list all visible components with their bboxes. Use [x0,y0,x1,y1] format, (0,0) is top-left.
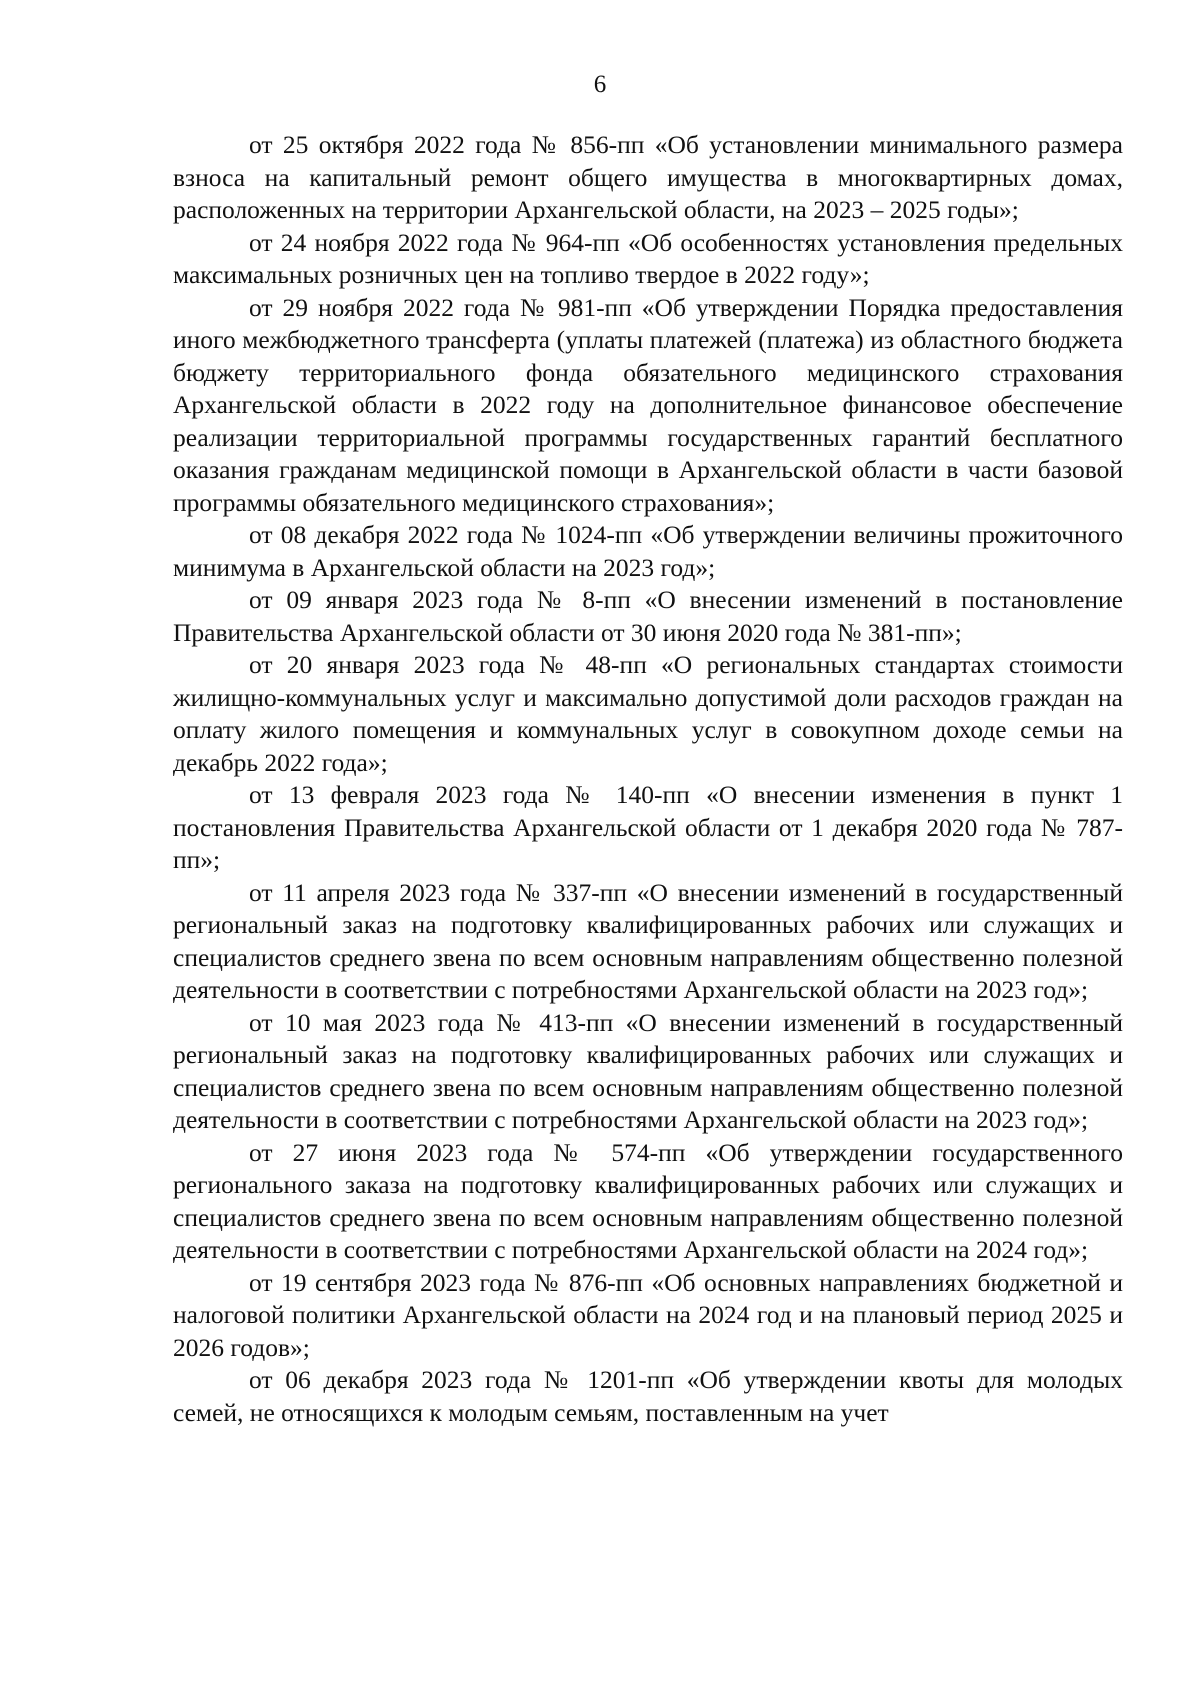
list-item: от 25 октября 2022 года № 856-пп «Об установлении минимального размера взноса на капитальный ремонт общего имущества в многоквартирных домах, расположенных на территории Архангельской области, на 2023 – 2025 годы»; [173,130,1123,224]
list-item: от 24 ноября 2022 года № 964-пп «Об особенностях установления предельных максимальных розничных цен на топливо твердое в 2022 году»; [173,227,1123,289]
list-item: от 27 июня 2023 года № 574-пп «Об утверждении государственного регионального заказа на подготовку квалифицированных рабочих или служащих и специалистов среднего звена по всем основным направлениям общественно полезной деятельности в соответствии с потребностями Архангельской области на 2024 год»; [173,1137,1123,1264]
list-item: от 29 ноября 2022 года № 981-пп «Об утверждении Порядка предоставления иного межбюджетного трансферта (уплаты платежей (платежа) из областного бюджета бюджету территориального фонда обязательного медицинского страхования Архангельской области в 2022 году на дополнительное финансовое обеспечение реализации территориальной программы государственных гарантий бесплатного оказания гражданам медицинской помощи в Архангельской области в части базовой программы обязательного медицинского страхования»; [173,292,1123,517]
list-item: от 13 февраля 2023 года № 140-пп «О внесении изменения в пункт 1 постановления Правительства Архангельской области от 1 декабря 2020 года № 787-пп»; [173,780,1123,874]
list-item: от 06 декабря 2023 года № 1201-пп «Об утверждении квоты для молодых семей, не относящихся к молодым семьям, поставленным на учет [173,1365,1123,1427]
document-body [173,129,1123,1429]
list-item: от 19 сентября 2023 года № 876-пп «Об основных направлениях бюджетной и налоговой политики Архангельской области на 2024 год и на плановый период 2025 и 2026 годов»; [173,1267,1123,1362]
list-item: от 10 мая 2023 года № 413-пп «О внесении изменений в государственный региональный заказ на подготовку квалифицированных рабочих или служащих и специалистов среднего звена по всем основным направлениям общественно полезной деятельности в соответствии с потребностями Архангельской области на 2023 год»; [173,1007,1123,1134]
page-number: 6 [593,71,607,98]
list-item: от 11 апреля 2023 года № 337-пп «О внесении изменений в государственный региональный заказ на подготовку квалифицированных рабочих или служащих и специалистов среднего звена по всем основным направлениям общественно полезной деятельности в соответствии с потребностями Архангельской области на 2023 год»; [173,877,1123,1004]
list-item: от 09 января 2023 года № 8-пп «О внесении изменений в постановление Правительства Архангельской области от 30 июня 2020 года № 381-пп»; [173,585,1123,647]
list-item: от 08 декабря 2022 года № 1024-пп «Об утверждении величины прожиточного минимума в Архангельской области на 2023 год»; [173,520,1123,582]
list-item: от 20 января 2023 года № 48-пп «О региональных стандартах стоимости жилищно-коммунальных услуг и максимально допустимой доли расходов граждан на оплату жилого помещения и коммунальных услуг в совокупном доходе семьи на декабрь 2022 года»; [173,650,1123,777]
